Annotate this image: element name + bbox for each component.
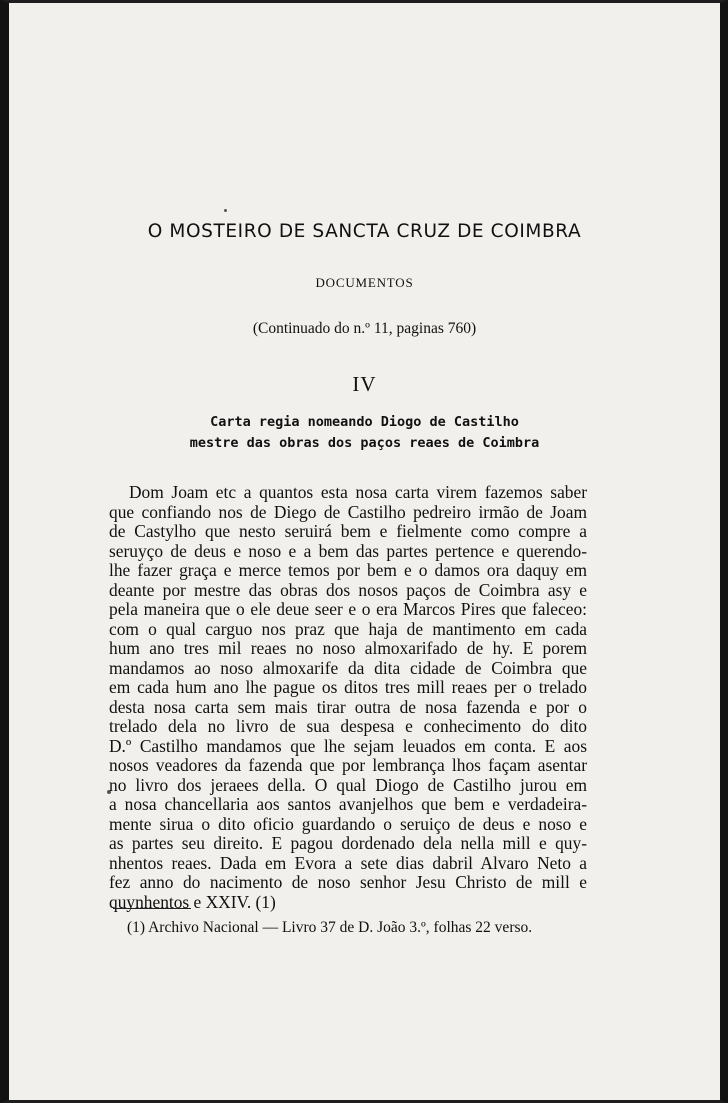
body-line: a nosa chancellaria aos santos avanjelhos que bem e verdadeira-: [109, 794, 587, 814]
body-line: desta nosa carta sem mais tirar outra de nosa fazenda e por o: [109, 696, 587, 717]
ink-speck: [224, 209, 227, 212]
body-line: seruyço de deus e noso e a bem das partes pertence e querendo-: [109, 540, 587, 561]
body-line: de Castylho que nesto seruirá bem e fielmente como compre a: [109, 521, 587, 541]
body-line: Dom Joam etc a quantos esta nosa carta virem fazemos saber: [129, 482, 587, 502]
body-line: pela maneira que o ele deue seer e o era Marcos Pires que faleceo:: [109, 599, 587, 619]
continuation-note: (Continuado do n.º 11, paginas 760): [252, 320, 477, 337]
body-line: em cada hum ano lhe pague os ditos tres mill reaes per o trelado: [109, 677, 587, 697]
footnote: (1) Archivo Nacional — Livro 37 de D. João 3.º, folhas 22 verso.: [127, 919, 533, 936]
body-line: nhentos reaes. Dada em Evora a sete dias dabril Alvaro Neto a: [109, 852, 587, 873]
footnote-divider: [113, 908, 191, 909]
body-line: trelado dela no livro de sua despesa e conhecimento do dito: [109, 716, 587, 736]
body-line: quynhentos e XXIV. (1): [109, 891, 276, 912]
body-line: mente sirua o dito oficio guardando o seruiço de deus e noso e: [109, 813, 587, 834]
body-line: com o qual carguo nos praz que haja de mantimento em cada: [109, 618, 587, 639]
document-number: IV: [352, 372, 377, 396]
body-line: que confiando nos de Diego de Castilho pedreiro irmão de Joam: [109, 501, 587, 522]
section-subtitle: DOCUMENTOS: [315, 275, 414, 290]
body-line: hum ano tres mil reaes no noso almoxarifado de hy. E porem: [109, 638, 587, 658]
document-heading: [9, 412, 720, 454]
document-body: [109, 483, 587, 912]
body-line: nosos veadores da fazenda que por lembrança lhos façam asentar: [109, 755, 587, 775]
heading-line: mestre das obras dos paços reaes de Coimbra: [189, 435, 540, 451]
body-line: D.º Castilho mandamos que lhe sejam leuados em conta. E aos: [109, 735, 587, 756]
body-line: mandamos ao noso almoxarife da dita cidade de Coimbra que: [109, 657, 587, 678]
body-line: as partes seu direito. E pagou dordenado dela nella mill e quy-: [109, 833, 587, 853]
body-line: deante por mestre das obras dos nosos paços de Coimbra asy e: [109, 579, 587, 600]
body-line: no livro dos jeraees della. O qual Diogo de Castilho jurou em: [109, 774, 587, 795]
heading-line: Carta regia nomeando Diogo de Castilho: [210, 414, 519, 430]
body-line: fez anno do nacimento de noso senhor Jesu Christo de mill e: [109, 872, 587, 892]
body-line: lhe fazer graça e merce temos por bem e o damos ora daquy em: [109, 560, 587, 580]
page-title: O MOSTEIRO DE SANCTA CRUZ DE COIMBRA: [147, 221, 582, 242]
